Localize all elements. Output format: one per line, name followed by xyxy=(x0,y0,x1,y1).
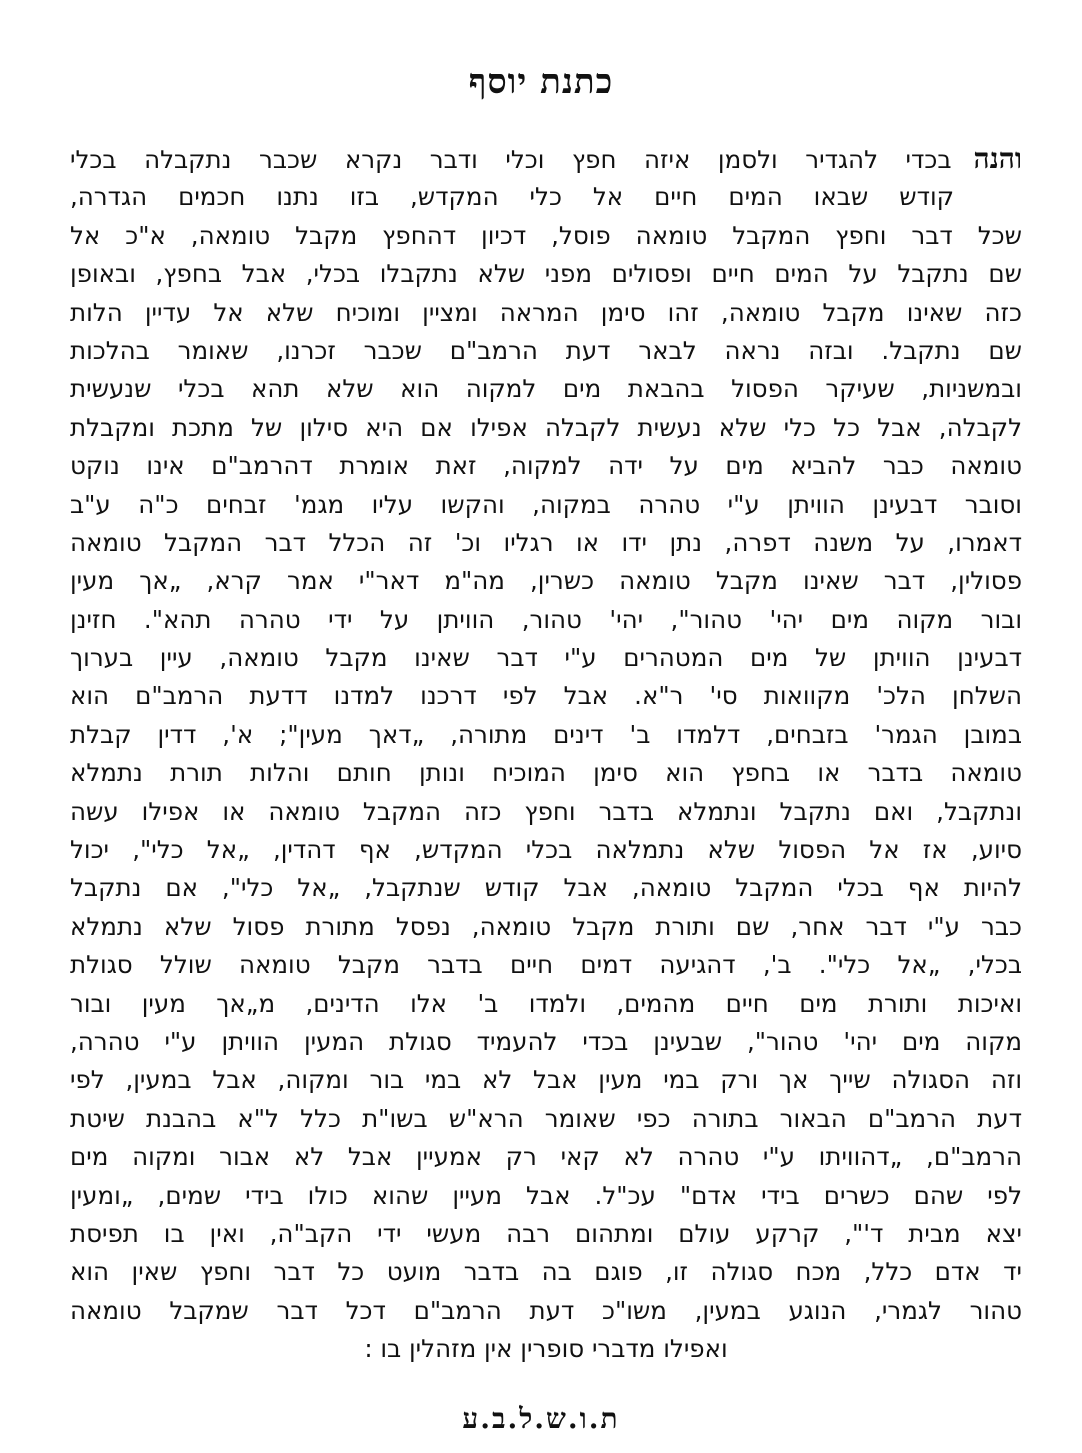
text-line: והנהבכדי להגדיר ולסמן איזה חפץ וכלי ודבר נקרא שכבר נתקבלה בכלי xyxy=(70,142,1022,175)
text-line: שכל דבר וחפץ המקבל טומאה פוסל, דכיון דהחפץ מקבל טומאה, א"כ אל xyxy=(70,220,1022,250)
text-line: כזה שאינו מקבל טומאה, זהו סימן המראה ומציין ומוכיח שלא אל עדיין הלות xyxy=(70,297,1022,327)
text-line: קודש שבאו המים חיים אל כלי המקדש, בזו נתנו חכמים הגדרה, xyxy=(70,182,954,212)
opening-word: והנה xyxy=(973,142,1022,175)
text-line: יצא מבית ד'", קרקע עולם ומתהום רבה מעשי ידי הקב"ה, ואין בו תפיסת xyxy=(70,1218,1022,1248)
text-line: ובור מקוה מים יהי' טהור", יהי' טהור, הוויתן על ידי טהרה תהא". חזינן xyxy=(70,604,1022,634)
text-line: פסולין, דבר שאינו מקבל טומאה כשרין, מה"מ דאר"י אמר קרא, „אך מעין xyxy=(70,566,1022,596)
text-line: במובן הגמר' בזבחים, דלמדו ב' דינים מתורה, „דאך מעין"; א', דדין קבלת xyxy=(70,719,1022,749)
text-line: שם נתקבל. ובזה נראה לבאר דעת הרמב"ם שכבר זכרנו, שאומר בהלכות xyxy=(70,335,1022,365)
text-line: הרמב"ם, „דהוויתו ע"י טהרה לא קאי רק אמעיין אבל לא אבור ומקוה מים xyxy=(70,1142,1022,1172)
text-line: טומאה כבר להביא מים על ידה למקוה, זאת אומרת דהרמב"ם אינו נוקט xyxy=(70,451,1022,481)
text-line: השלחן הלכ' מקוואות סי' ר"א. אבל לפי דרכנו למדנו דדעת הרמב"ם הוא xyxy=(70,681,1022,711)
text-line: כבר ע"י דבר אחר, שם ותורת מקבל טומאה, נפסל מתורת פסול שלא נתמלא xyxy=(70,911,1022,941)
text-line: לקבלה, אבל כל כלי שלא נעשית לקבלה אפילו אם היא סילון של מתכת ומקבלת xyxy=(70,412,1022,442)
closing-abbreviation: ת.ו.ש.ל.ב.ע xyxy=(462,1402,620,1435)
text-line: יד אדם כלל, מכח סגולה זו, פוגם בה בדבר מועט כל דבר וחפץ שאין הוא xyxy=(70,1257,1022,1287)
text-line: טומאה בדבר או בחפץ הוא סימן המוכיח ונותן חותם והלות תורת נתמלא xyxy=(70,758,1022,788)
text-line: וזה הסגולה שייך אך ורק במי מעין אבל לא במי בור ומקוה, אבל במעין, לפי xyxy=(70,1065,1022,1095)
text-line: סיוע, אז אל הפסול שלא נתמלאה בכלי המקדש, אף דהדין, „אל כלי", יכול xyxy=(70,835,1022,865)
body-text xyxy=(70,140,1022,1369)
text-line: דעת הרמב"ם הבאור בתורה כפי שאומר הרא"ש בשו"ת כלל ל"א בהבנת שיטת xyxy=(70,1103,1022,1133)
text-line: מקוה מים יהי' טהור", שבעינן בכדי להעמיד סגולת המעין הוויתן ע"י טהרה, xyxy=(70,1026,1022,1056)
text-line: ואפילו מדברי סופרין אין מזהלין בו : xyxy=(364,1334,728,1364)
text-line: טהור לגמרי, הנוגע במעין, משו"כ דעת הרמב"ם דכל דבר שמקבל טומאה xyxy=(70,1295,1022,1325)
text-line: בכלי, „אל כלי". ב', דהגיעה דמים חיים בדבר מקבל טומאה שולל סגולת xyxy=(70,950,1022,980)
text-line: שם נתקבל על המים חיים ופסולים מפני שלא נתקבלו בכלי, אבל בחפץ, ובאופן xyxy=(70,259,1022,289)
text-line: ובמשניות, שעיקר הפסול בהבאת מים למקוה הוא שלא תהא בכלי שנעשית xyxy=(70,374,1022,404)
text-line: לפי שהם כשרים בידי אדם" עכ"ל. אבל מעיין שהוא כולו בידי שמים, „ומעין xyxy=(70,1180,1022,1210)
text-line: דאמרו, על משנה דפרה, נתן ידו או רגליו וכ' זה הכלל דבר המקבל טומאה xyxy=(70,527,1022,557)
text-line: ואיכות ותורת מים חיים מהמים, ולמדו ב' אלו הדינים, מ„אך מעין ובור xyxy=(70,988,1022,1018)
text-line: דבעינן הוויתן של מים המטהרים ע"י דבר שאינו מקבל טומאה, עיין בערוך xyxy=(70,643,1022,673)
text-line: וסובר דבעינן הוויתן ע"י טהרה במקוה, והקשו עליו מגמ' זבחים כ"ה ע"ב xyxy=(70,489,1022,519)
text-line: ונתקבל, ואם נתקבל ונתמלא בדבר וחפץ כזה המקבל טומאה או אפילו עשה xyxy=(70,796,1022,826)
page-title: כתנת יוסף xyxy=(468,62,614,102)
text-line: להיות אף בכלי המקבל טומאה, אבל קודש שנתקבל, „אל כלי", אם נתקבל xyxy=(70,873,1022,903)
